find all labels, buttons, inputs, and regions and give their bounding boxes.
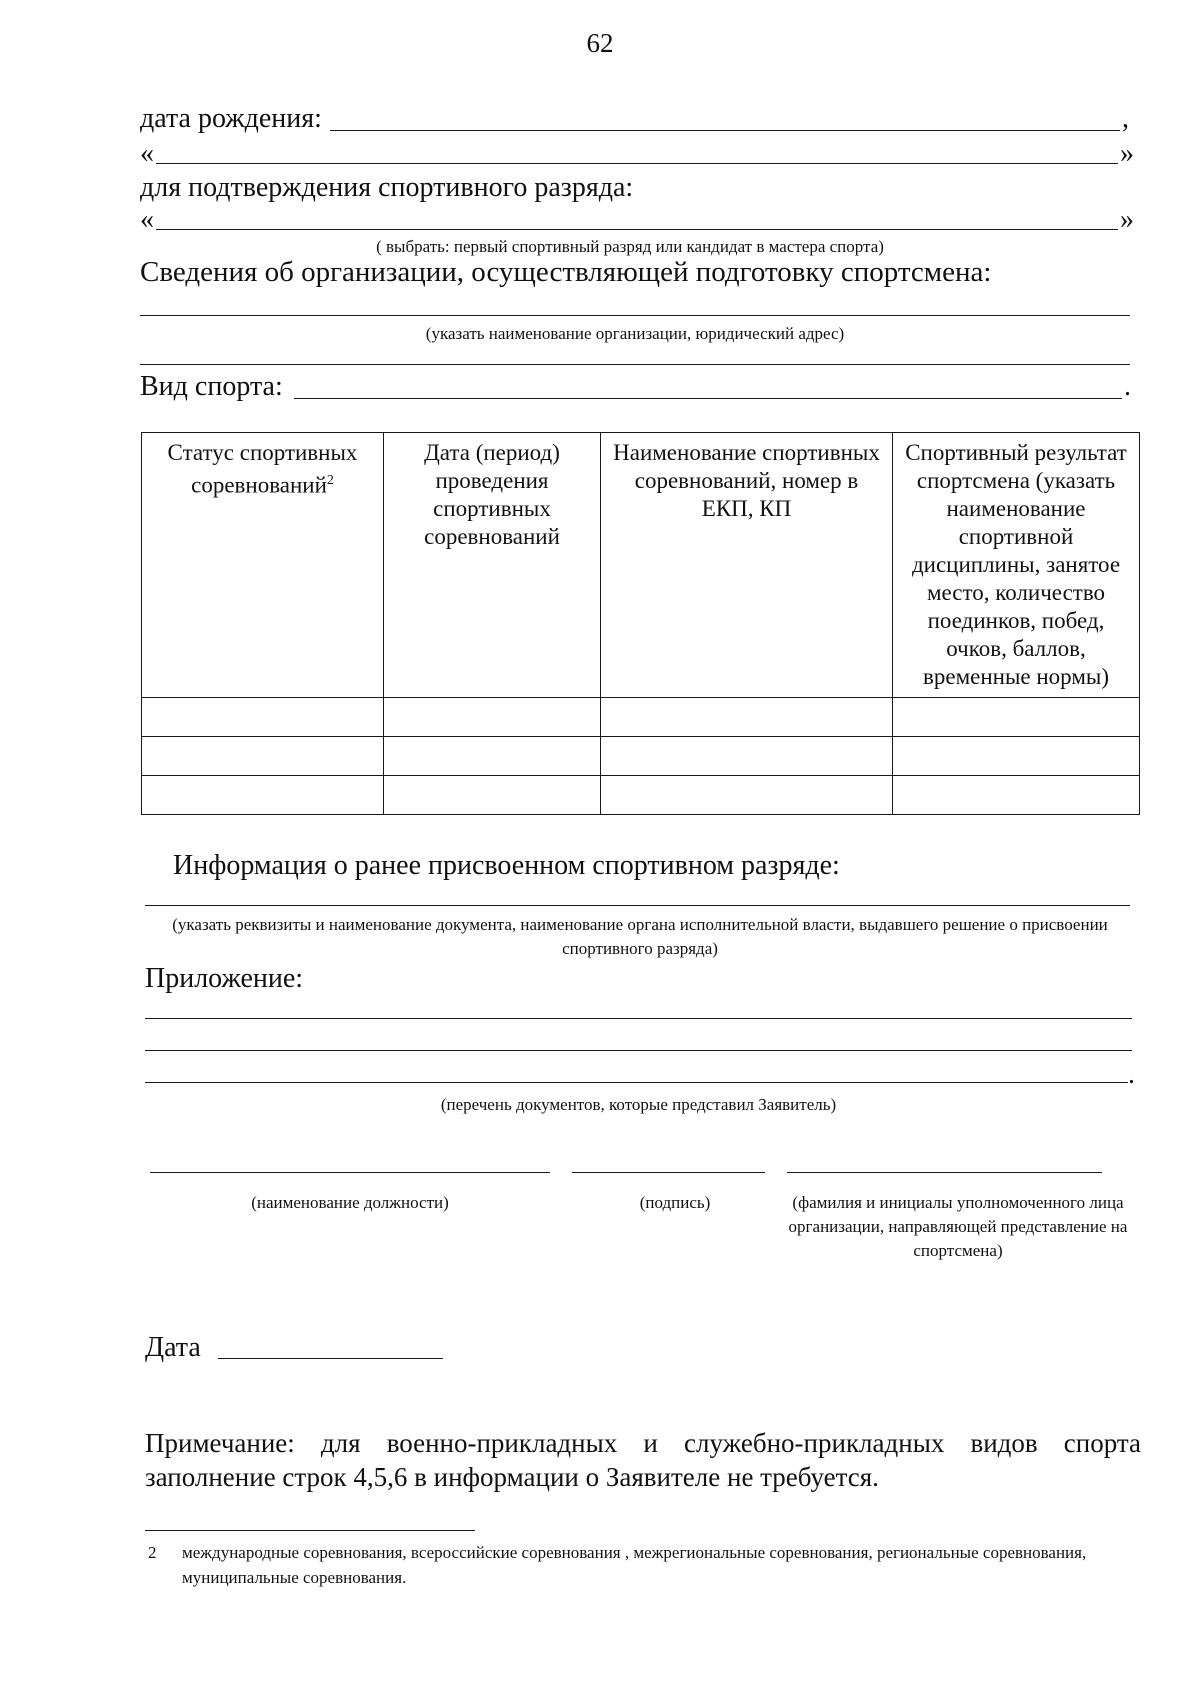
sport-label: Вид спорта: [140,371,283,402]
sport-dot: . [1124,371,1131,402]
table-cell[interactable] [142,698,384,737]
page-number: 62 [586,28,614,58]
confirm-rank-label: для подтверждения спортивного разряда: [140,172,634,203]
table-cell[interactable] [384,776,601,815]
birth-date-label: дата рождения: [140,103,322,134]
table-cell[interactable] [384,698,601,737]
table-cell[interactable] [893,776,1140,815]
organization-heading: Сведения об организации, осуществляющей подготовку спортсмена: [140,256,992,288]
name-field[interactable] [787,1172,1102,1173]
footnote-number: 2 [148,1543,157,1562]
birth-open-quote: « [140,138,154,169]
table-cell[interactable] [601,737,893,776]
previous-rank-field[interactable] [145,905,1130,906]
confirm-rank-hint: ( выбрать: первый спортивный разряд или кандидат в мастера спорта) [376,237,884,256]
results-table [141,432,1140,815]
table-cell[interactable] [142,776,384,815]
name-caption: (фамилия и инициалы уполномоченного лица организации, направляющей представление на спортсмена) [788,1193,1128,1260]
signature-caption: (подпись) [639,1193,711,1212]
footnote-mark: 2 [326,473,334,488]
footnote-divider [145,1530,475,1531]
position-caption: (наименование должности) [251,1193,449,1212]
birth-date-comma: , [1122,103,1129,134]
table-row [142,698,1140,737]
organization-field[interactable] [140,315,1130,316]
table-cell[interactable] [893,698,1140,737]
attachment-line-3[interactable] [145,1082,1128,1083]
previous-rank-hint: (указать реквизиты и наименование документа, наименование органа исполнительной власти, выдавшего решение о присвоении спортивного разряда) [172,915,1108,958]
attachment-heading: Приложение: [145,963,304,994]
attachment-line-2[interactable] [145,1050,1132,1051]
results-header-row [142,433,1140,698]
table-cell[interactable] [893,737,1140,776]
table-row [142,737,1140,776]
birth-close-quote: » [1120,138,1134,169]
note-text: Примечание: для военно-прикладных и служебно-прикладных видов спорта заполнение строк 4,5,6 в информации о Заявителе не требуется. [145,1428,1141,1492]
birth-extra-field[interactable] [156,163,1118,164]
footnote-text: международные соревнования, всероссийские соревнования , межрегиональные соревнования, региональные соревнования, муниципальные соревнования. [182,1543,1087,1587]
table-cell[interactable] [601,698,893,737]
confirm-close-quote: » [1120,204,1134,235]
header-status [142,433,384,698]
header-result: Спортивный результат спортсмена (указать наименование спортивной дисциплины, занятое место, количество поединков, побед, очков, баллов, временные нормы) [893,433,1140,698]
header-competition-name: Наименование спортивных соревнований, номер в ЕКП, КП [601,433,893,698]
position-field[interactable] [150,1172,550,1173]
date-field[interactable] [218,1358,443,1359]
attachment-dot: . [1128,1059,1135,1090]
date-label: Дата [145,1332,201,1363]
table-row [142,776,1140,815]
table-cell[interactable] [384,737,601,776]
table-cell[interactable] [601,776,893,815]
header-date: Дата (период) проведения спортивных соревнований [384,433,601,698]
birth-date-field[interactable] [330,130,1120,131]
signature-field[interactable] [572,1172,765,1173]
confirm-open-quote: « [140,204,154,235]
table-cell[interactable] [142,737,384,776]
organization-hint: (указать наименование организации, юридический адрес) [425,324,845,343]
previous-rank-heading: Информация о ранее присвоенном спортивном разряде: [173,850,840,881]
attachment-hint: (перечень документов, которые представил Заявитель) [440,1095,837,1114]
attachment-line-1[interactable] [145,1018,1132,1019]
sport-field[interactable] [294,398,1122,399]
header-status-text: Статус спортивных соревнований [167,440,358,498]
organization-address-field[interactable] [140,364,1130,365]
confirm-rank-field[interactable] [156,229,1118,230]
